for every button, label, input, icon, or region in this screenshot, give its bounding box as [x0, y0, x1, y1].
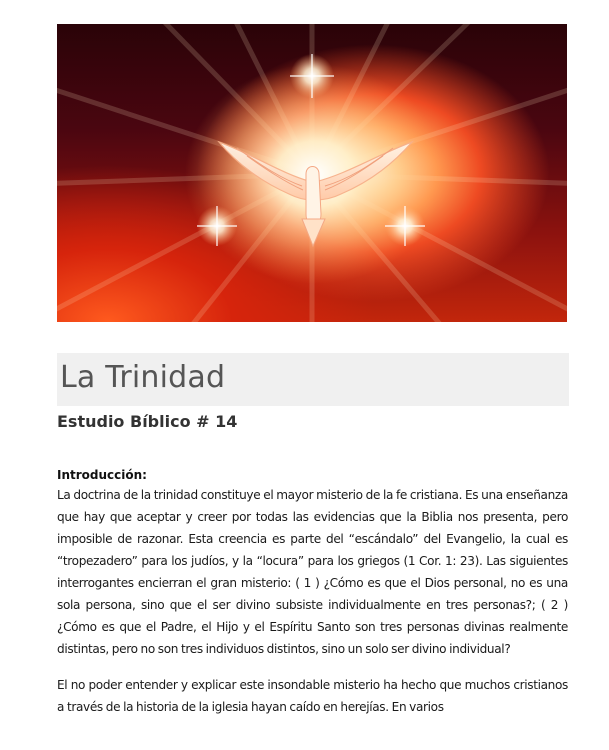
- star-right: [385, 206, 425, 246]
- paragraph-2: El no poder entender y explicar este insondable misterio ha hecho que muchos cristianos a través de la historia de la iglesia hayan caído en herejías. En varios: [57, 678, 568, 714]
- star-left: [197, 206, 237, 246]
- section-heading: Introducción:: [57, 468, 147, 482]
- title-banner: [57, 353, 569, 406]
- paragraph-1: La doctrina de la trinidad constituye el mayor misterio de la fe cristiana. Es una enseñanza que hay que aceptar y creer por todas las evidencias que la Biblia nos presenta, pero imposible de razonar. Esta creencia es parte del “escándalo” del Evangelio, la cual es “tropezadero” para los judíos, y la “locura” para los griegos (1 Cor. 1: 23). Las siguientes interrogantes encierran el gran misterio: ( 1 ) ¿Cómo es que el Dios personal, no es una sola persona, sino que el ser divino subsiste individualmente en tres personas?; ( 2 ) ¿Cómo es que el Padre, el Hijo y el Espíritu Santo son tres personas divinas realmente distintas, pero no son tres individuos distintos, sino un solo ser divino individual?: [57, 488, 568, 656]
- document-body: [57, 468, 568, 718]
- dove-illustration: [57, 24, 567, 322]
- page-title: La Trinidad: [60, 360, 226, 395]
- page-subtitle: Estudio Bíblico # 14: [57, 412, 238, 431]
- star-top: [290, 54, 334, 98]
- hero-image: [57, 24, 567, 322]
